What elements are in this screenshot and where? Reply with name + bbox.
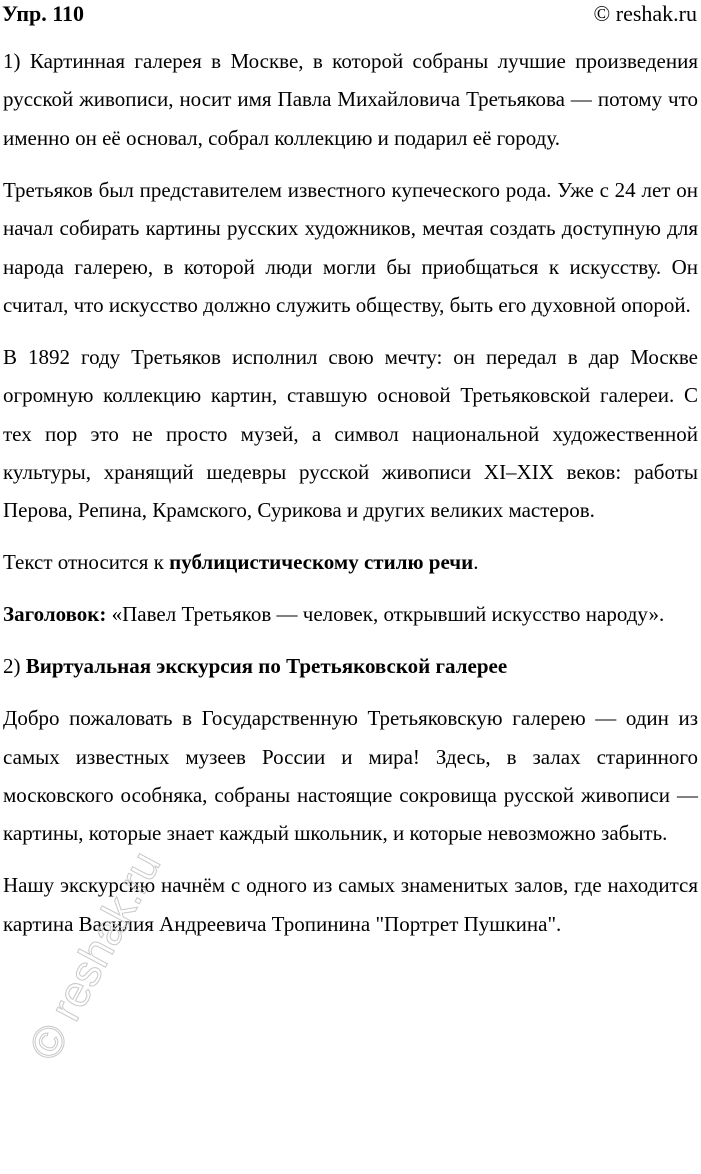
text-segment: . bbox=[473, 550, 479, 575]
paragraph bbox=[3, 543, 698, 581]
text-segment: Третьяков был представителем известного купеческого рода. Уже с 24 лет он начал собирать картины русских художников, мечтая создать доступную для народа галерею, в которой люди могли бы приобщаться к искусству. Он считал, что искусство должно служить обществу, быть его духовной опорой. bbox=[3, 177, 698, 317]
copyright: © reshak.ru bbox=[593, 1, 697, 26]
paragraph bbox=[3, 171, 698, 325]
text-segment: Текст относится к bbox=[3, 550, 170, 575]
paragraph bbox=[3, 595, 698, 633]
text-segment: «Павел Третьяков — человек, открывший искусство народу». bbox=[106, 602, 665, 627]
paragraph bbox=[3, 699, 698, 853]
paragraph bbox=[3, 42, 698, 157]
text-segment: 2) bbox=[3, 654, 26, 679]
bold-text: Заголовок: bbox=[3, 602, 107, 627]
text-segment: Нашу экскурсию начнём с одного из самых знаменитых залов, где находится картина Василия Андреевича Тропинина "Портрет Пушкина". bbox=[3, 873, 698, 936]
text-segment: 1) Картинная галерея в Москве, в которой собраны лучшие произведения русской живописи, носит имя Павла Михайловича Третьякова — потому что именно он её основал, собрал коллекцию и подарил её городу. bbox=[3, 49, 698, 150]
page-header bbox=[2, 0, 697, 28]
watermark: © reshak.ru bbox=[20, 843, 171, 1069]
exercise-number: Упр. 110 bbox=[2, 1, 85, 26]
text-segment: Добро пожаловать в Государственную Третьяковскую галерею — один из самых известных музеев России и мира! Здесь, в залах старинного московского особняка, собраны настоящие сокровища русской живописи — картины, которые знает каждый школьник, и которые невозможно забыть. bbox=[3, 706, 698, 846]
bold-text: Виртуальная экскурсия по Третьяковской галерее bbox=[25, 654, 508, 679]
paragraph bbox=[3, 866, 698, 943]
document-body bbox=[3, 42, 698, 957]
bold-text: публицистическому стилю речи bbox=[169, 550, 474, 575]
paragraph bbox=[3, 647, 698, 685]
paragraph bbox=[3, 338, 698, 530]
text-segment: В 1892 году Третьяков исполнил свою мечту: он передал в дар Москве огромную коллекцию картин, ставшую основой Третьяковской галереи. С тех пор это не просто музей, а символ национальной художественной культуры, хранящий шедевры русской живописи XI–XIX веков: работы Перова, Репина, Крамского, Сурикова и других великих мастеров. bbox=[3, 344, 698, 523]
